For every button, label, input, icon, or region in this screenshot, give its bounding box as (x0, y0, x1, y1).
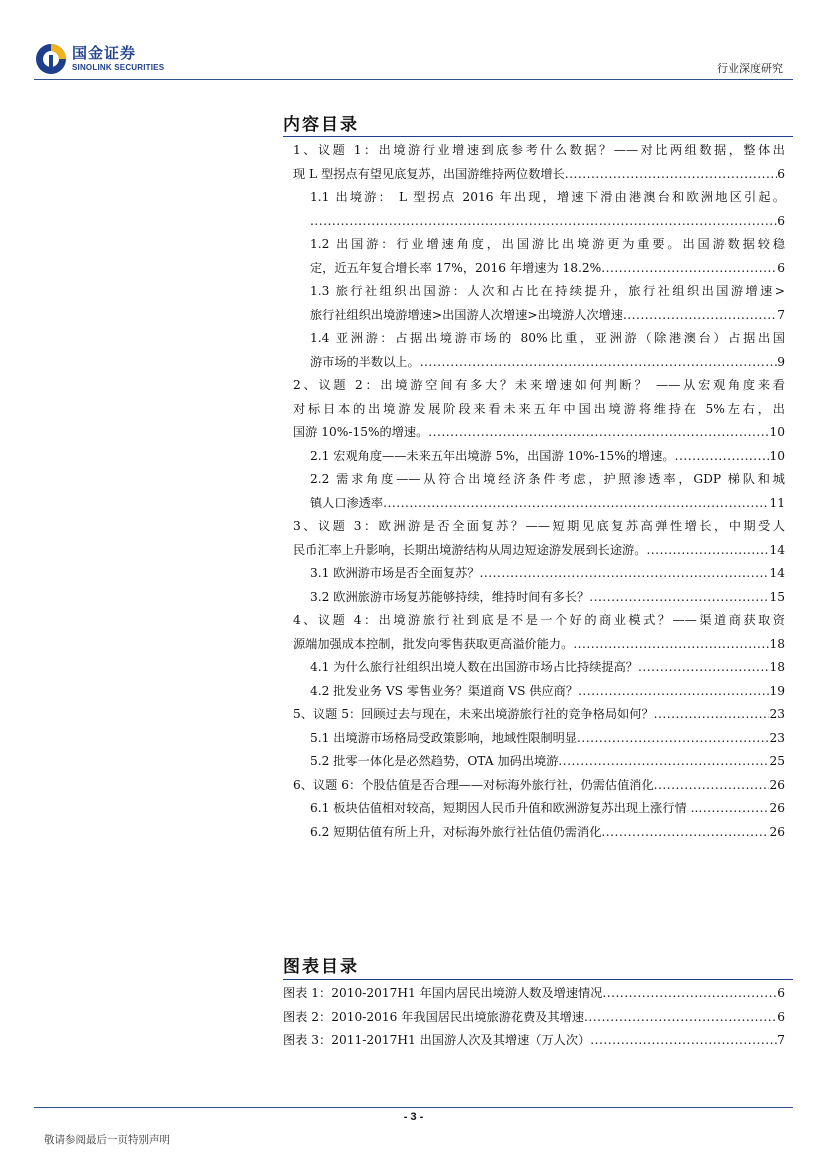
toc-entry-text: 4、议题 4：出境游旅行社到底是不是一个好的商业模式？——渠道商获取资 (293, 613, 785, 627)
figures-title-divider (283, 979, 793, 980)
toc-entry-text: 6、议题 6：个股估值是否合理——对标海外旅行社，仍需估值消化 (293, 777, 654, 792)
toc-entry[interactable] (293, 468, 785, 515)
toc-entry[interactable] (293, 750, 785, 774)
leader-dots (584, 1006, 777, 1030)
footer-divider (34, 1107, 793, 1108)
toc-entry-text: 3、议题 3：欧洲游是否全面复苏？——短期见底复苏高弹性增长，中期受人 (293, 519, 785, 533)
toc-entry-text: 5.2 批零一体化是必然趋势，OTA 加码出境游 (310, 754, 559, 768)
toc-entry-page-number: 18 (769, 636, 785, 651)
leader-dots (573, 633, 769, 657)
toc-entry-page-number: 11 (769, 495, 785, 510)
toc-entry[interactable] (293, 680, 785, 704)
table-of-contents (293, 139, 785, 844)
toc-entry-text: 6.2 短期估值有所上升，对标海外旅行社估值仍需消化 (310, 824, 602, 839)
leader-dots (480, 562, 770, 586)
toc-entry-page-number: 23 (769, 730, 785, 745)
toc-entry-text: 3.1 欧洲游市场是否全面复苏？ (310, 566, 480, 580)
figure-entry-text: 图表 3：2011-2017H1 出国游人次及其增速（万人次） (283, 1033, 591, 1047)
toc-entry[interactable] (293, 562, 785, 586)
toc-entry[interactable] (293, 139, 785, 186)
toc-entry-page-number: 18 (769, 660, 785, 674)
toc-entry[interactable] (293, 515, 785, 562)
leader-dots (675, 445, 770, 469)
toc-entry-text: 现 L 型拐点有望见底复苏，出国游维持两位数增长 (293, 166, 565, 181)
leader-dots (558, 750, 769, 774)
toc-entry-text: 1.4 亚洲游：占据出境游市场的 80%比重，亚洲游（除港澳台）占据出国 (310, 331, 785, 345)
toc-entry-text: 2.2 需求角度——从符合出境经济条件考虑，护照渗透率，GDP 梯队和城 (310, 472, 785, 486)
leader-dots (383, 492, 769, 516)
leader-dots (601, 821, 769, 845)
leader-dots (654, 703, 770, 727)
toc-entry[interactable] (293, 186, 785, 233)
toc-entry[interactable] (293, 727, 785, 751)
logo-chinese-name: 国金证券 (72, 44, 137, 62)
company-logo (34, 42, 164, 76)
report-type: 行业深度研究 (717, 62, 783, 75)
toc-entry[interactable] (293, 703, 785, 727)
toc-entry-text: 1.3 旅行社组织出国游：人次和占比在持续提升，旅行社组织出国游增速> (310, 284, 785, 298)
disclaimer: 敬请参阅最后一页特别声明 (44, 1134, 170, 1146)
leader-dots (601, 257, 777, 281)
toc-entry-page-number: 6 (777, 166, 785, 181)
toc-entry[interactable] (293, 586, 785, 610)
toc-entry[interactable] (293, 821, 785, 845)
toc-entry-text: 民币汇率上升影响，长期出境游结构从周边短途游发展到长途游。 (293, 542, 647, 557)
page-header (0, 0, 827, 90)
leader-dots (420, 351, 778, 375)
toc-entry-text: 旅行社组织出境游增速>出国游人次增速>出境游人次增速 (310, 307, 623, 322)
toc-entry-text: 4.2 批发业务 VS 零售业务？渠道商 VS 供应商？ (310, 683, 579, 698)
toc-entry-page-number: 23 (769, 707, 785, 721)
toc-entry[interactable] (293, 280, 785, 327)
toc-entry[interactable] (293, 374, 785, 445)
leader-dots (428, 421, 769, 445)
figure-entry-page-number: 6 (777, 1009, 785, 1024)
figure-entry-text: 图表 1：2010-2017H1 年国内居民出境游人数及增速情况 (283, 986, 603, 1000)
toc-entry-page-number: 10 (769, 425, 785, 439)
toc-entry-page-number: 25 (769, 754, 785, 768)
leader-dots (565, 163, 777, 187)
toc-entry[interactable] (293, 327, 785, 374)
toc-entry-text: 镇人口渗透率 (310, 495, 384, 510)
toc-entry-page-number: 15 (769, 589, 785, 604)
toc-entry-text: 5.1 出境游市场格局受政策影响，地域性限制明显 (310, 730, 578, 745)
figure-entry-page-number: 7 (777, 1033, 785, 1047)
leader-dots (590, 1029, 777, 1053)
toc-entry-text: 定，近五年复合增长率 17%，2016 年增速为 18.2% (310, 260, 602, 275)
toc-entry-page-number: 6 (777, 213, 785, 228)
leader-dots (577, 727, 769, 751)
toc-entry[interactable] (293, 233, 785, 280)
leader-dots (646, 539, 769, 563)
toc-entry-text: 游市场的半数以上。 (310, 354, 420, 369)
toc-entry[interactable] (293, 656, 785, 680)
figures-list (283, 982, 785, 1053)
toc-entry[interactable] (293, 774, 785, 798)
leader-dots (654, 774, 770, 798)
toc-entry-text: 1、议题 1：出境游行业增速到底参考什么数据？——对比两组数据，整体出 (293, 143, 785, 157)
toc-entry-page-number: 14 (769, 542, 785, 557)
toc-title: 内容目录 (283, 115, 359, 135)
toc-entry-page-number: 14 (769, 566, 785, 580)
toc-entry-text: 2.1 宏观角度——未来五年出境游 5%，出国游 10%-15%的增速。 (310, 448, 675, 463)
header-divider (34, 79, 793, 80)
toc-entry-page-number: 26 (769, 801, 785, 815)
toc-entry-text: 3.2 欧洲旅游市场复苏能够持续，维持时间有多长？ (310, 589, 590, 604)
toc-entry-page-number: 26 (769, 777, 785, 792)
toc-entry-page-number: 10 (769, 448, 785, 463)
leader-dots (698, 797, 769, 821)
figure-entry[interactable] (283, 1006, 785, 1030)
toc-entry[interactable] (293, 609, 785, 656)
toc-entry-page-number: 7 (777, 307, 785, 322)
toc-entry-text: 4.1 为什么旅行社组织出境人数在出国游市场占比持续提高？ (310, 660, 638, 674)
toc-entry-text: 2、议题 2：出境游空间有多大？未来增速如何判断？ ——从宏观角度来看 (293, 378, 785, 392)
figure-entry[interactable] (283, 1029, 785, 1053)
toc-entry-page-number: 26 (769, 824, 785, 839)
leader-dots (638, 656, 770, 680)
leader-dots (578, 680, 769, 704)
toc-entry-text: 国游 10%-15%的增速。 (293, 425, 429, 439)
toc-entry-text: 5、议题 5：回顾过去与现在，未来出境游旅行社的竞争格局如何？ (293, 707, 654, 721)
toc-entry[interactable] (293, 445, 785, 469)
leader-dots (310, 210, 777, 234)
figure-entry-text: 图表 2：2010-2016 年我国居民出境旅游花费及其增速 (283, 1009, 585, 1024)
logo-english-name: SINOLINK SECURITIES (72, 63, 165, 72)
toc-entry-text: 对标日本的出境游发展阶段来看未来五年中国出境游将维持在 5%左右，出 (293, 401, 785, 416)
figure-entry-page-number: 6 (777, 986, 785, 1000)
page-number: - 3 - (403, 1111, 424, 1123)
toc-title-divider (283, 136, 793, 137)
leader-dots (623, 304, 777, 328)
figures-title: 图表目录 (283, 957, 359, 977)
toc-entry-page-number: 6 (777, 260, 785, 275)
toc-entry-text: 1.2 出国游：行业增速角度，出国游比出境游更为重要。出国游数据较稳 (310, 237, 785, 251)
toc-entry-page-number: 9 (777, 354, 785, 369)
toc-entry-text: 1.1 出境游： L 型拐点 2016 年出现，增速下滑由港澳台和欧洲地区引起。 (310, 190, 785, 204)
figure-entry[interactable] (283, 982, 785, 1006)
leader-dots (589, 586, 769, 610)
leader-dots (602, 982, 777, 1006)
toc-entry-text: 6.1 板块估值相对较高，短期因人民币升值和欧洲游复苏出现上涨行情 .. (310, 801, 699, 815)
toc-entry[interactable] (293, 797, 785, 821)
toc-entry-text: 源端加强成本控制，批发向零售获取更高溢价能力。 (293, 636, 574, 651)
toc-entry-page-number: 19 (769, 683, 785, 698)
sinolink-logo-icon (34, 42, 68, 76)
